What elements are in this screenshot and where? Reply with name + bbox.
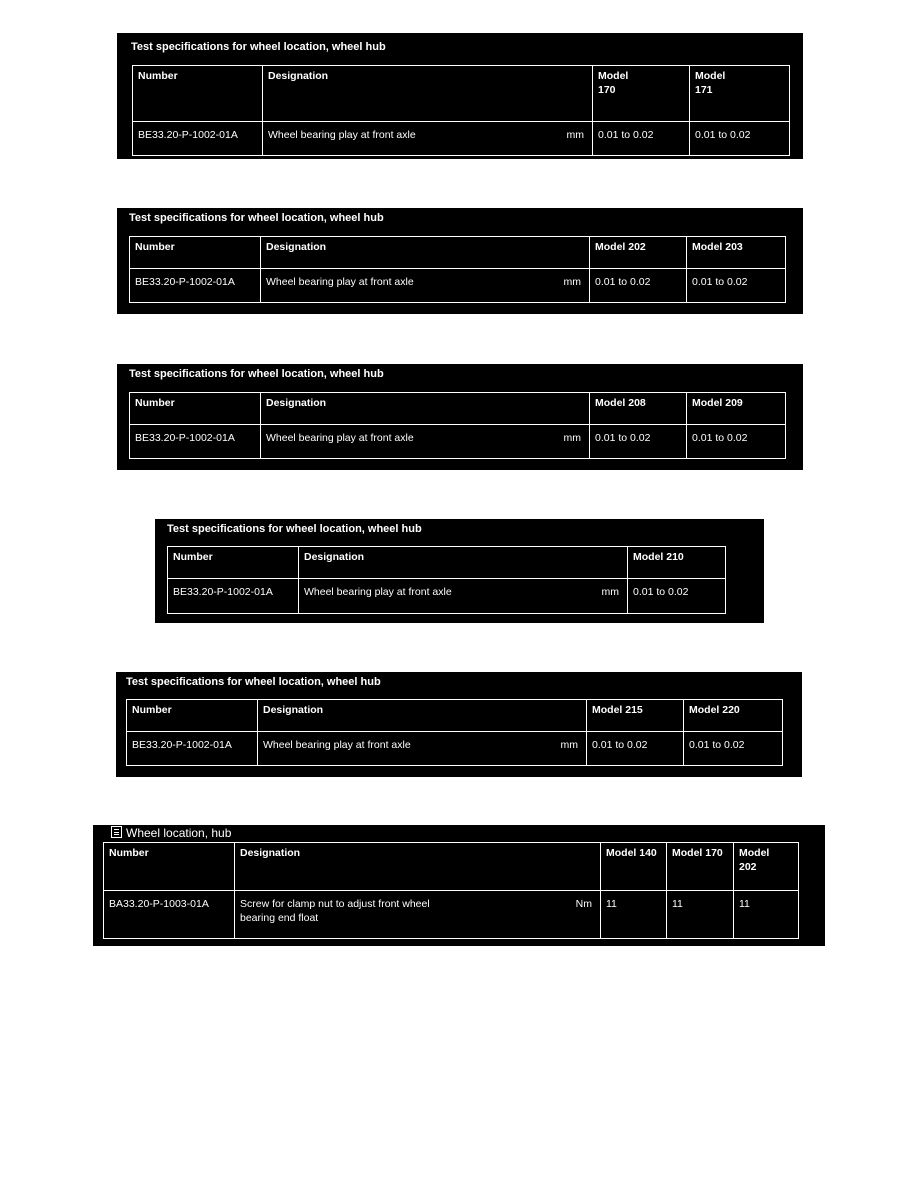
panel-title: Test specifications for wheel location, wheel hub — [129, 212, 384, 224]
unit-label: mm — [566, 129, 584, 141]
header-model: Model 209 — [687, 393, 786, 425]
designation-text: Wheel bearing play at front axle — [268, 129, 416, 141]
table-row — [168, 579, 726, 614]
header-model: Model 202 — [734, 843, 799, 891]
designation-text: Wheel bearing play at front axle — [263, 739, 411, 751]
cell-designation — [263, 122, 593, 156]
cell-designation — [261, 269, 590, 303]
header-row — [168, 547, 726, 579]
cell-value: 0.01 to 0.02 — [687, 425, 786, 459]
header-number: Number — [127, 700, 258, 732]
cell-number: BE33.20-P-1002-01A — [127, 732, 258, 766]
header-designation: Designation — [261, 237, 590, 269]
panel-title: Test specifications for wheel location, wheel hub — [131, 41, 386, 53]
designation-text: Wheel bearing play at front axle — [304, 586, 452, 598]
document-list-icon — [111, 826, 122, 838]
panel-title: Wheel location, hub — [126, 826, 232, 840]
spec-table — [132, 65, 790, 156]
cell-value: 0.01 to 0.02 — [593, 122, 690, 156]
unit-label: Nm — [575, 898, 592, 910]
table-row — [130, 269, 786, 303]
header-number: Number — [130, 237, 261, 269]
spec-panel-5 — [116, 672, 802, 777]
cell-designation — [235, 891, 601, 939]
cell-number: BE33.20-P-1002-01A — [130, 425, 261, 459]
spec-table — [129, 392, 786, 459]
spec-panel-3 — [117, 364, 803, 470]
cell-value: 0.01 to 0.02 — [690, 122, 790, 156]
cell-designation — [258, 732, 587, 766]
spec-panel-4 — [155, 519, 764, 623]
header-number: Number — [133, 66, 263, 122]
header-number: Number — [130, 393, 261, 425]
panel-title: Test specifications for wheel location, wheel hub — [167, 523, 422, 535]
header-designation: Designation — [299, 547, 628, 579]
cell-value: 0.01 to 0.02 — [587, 732, 684, 766]
cell-value: 0.01 to 0.02 — [590, 269, 687, 303]
unit-label: mm — [563, 432, 581, 444]
header-row — [130, 237, 786, 269]
table-row — [104, 891, 799, 939]
spec-table — [129, 236, 786, 303]
header-row — [104, 843, 799, 891]
cell-value: 11 — [667, 891, 734, 939]
header-model: Model 203 — [687, 237, 786, 269]
header-model: Model 215 — [587, 700, 684, 732]
header-model: Model 140 — [601, 843, 667, 891]
spec-panel-1 — [117, 33, 803, 159]
table-row — [127, 732, 783, 766]
header-designation: Designation — [263, 66, 593, 122]
cell-number: BA33.20-P-1003-01A — [104, 891, 235, 939]
cell-value: 11 — [601, 891, 667, 939]
header-designation: Designation — [261, 393, 590, 425]
header-number: Number — [168, 547, 299, 579]
table-row — [133, 122, 790, 156]
spec-panel-2 — [117, 208, 803, 314]
cell-designation — [261, 425, 590, 459]
header-model: Model 210 — [628, 547, 726, 579]
header-model: Model 208 — [590, 393, 687, 425]
cell-value: 0.01 to 0.02 — [687, 269, 786, 303]
designation-text: Screw for clamp nut to adjust front wheel bearing end float — [240, 898, 430, 924]
designation-text: Wheel bearing play at front axle — [266, 432, 414, 444]
panel-title: Test specifications for wheel location, wheel hub — [126, 676, 381, 688]
header-designation: Designation — [235, 843, 601, 891]
unit-label: mm — [563, 276, 581, 288]
unit-label: mm — [560, 739, 578, 751]
cell-value: 0.01 to 0.02 — [628, 579, 726, 614]
header-number: Number — [104, 843, 235, 891]
header-row — [127, 700, 783, 732]
table-row — [130, 425, 786, 459]
spec-table — [167, 546, 726, 614]
unit-label: mm — [601, 586, 619, 598]
cell-number: BE33.20-P-1002-01A — [168, 579, 299, 614]
cell-designation — [299, 579, 628, 614]
header-model: Model 220 — [684, 700, 783, 732]
cell-number: BE33.20-P-1002-01A — [133, 122, 263, 156]
cell-value: 11 — [734, 891, 799, 939]
cell-number: BE33.20-P-1002-01A — [130, 269, 261, 303]
header-model: Model 170 — [667, 843, 734, 891]
header-model: Model 170 — [593, 66, 690, 122]
header-designation: Designation — [258, 700, 587, 732]
header-row — [130, 393, 786, 425]
cell-value: 0.01 to 0.02 — [590, 425, 687, 459]
spec-panel-6 — [93, 825, 825, 946]
spec-table — [126, 699, 783, 766]
panel-title: Test specifications for wheel location, wheel hub — [129, 368, 384, 380]
header-model: Model 202 — [590, 237, 687, 269]
cell-value: 0.01 to 0.02 — [684, 732, 783, 766]
header-row — [133, 66, 790, 122]
designation-text: Wheel bearing play at front axle — [266, 276, 414, 288]
spec-table — [103, 842, 799, 939]
header-model: Model 171 — [690, 66, 790, 122]
